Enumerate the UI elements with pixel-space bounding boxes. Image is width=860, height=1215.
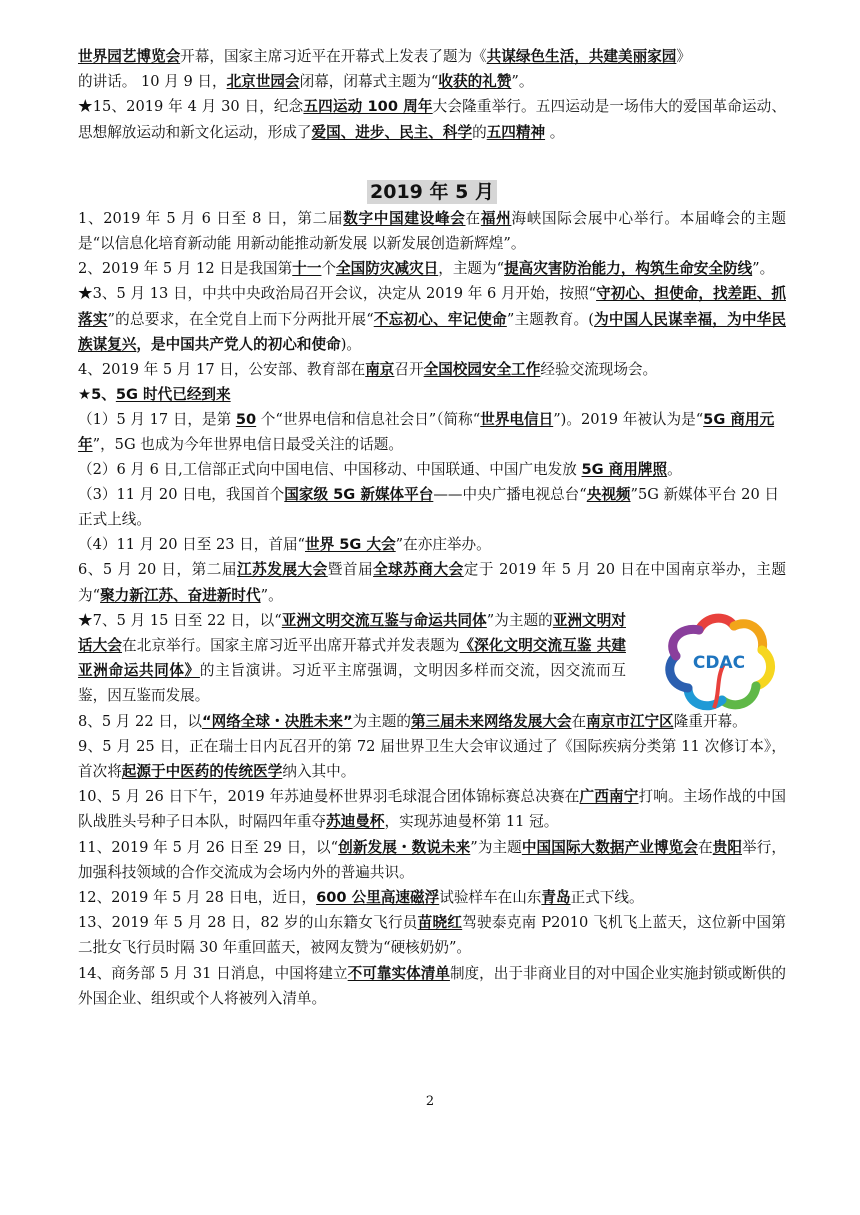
text: 的讲话。 10 月 9 日，: [78, 73, 227, 91]
text: ”。: [260, 586, 283, 604]
item-7-row: [78, 608, 786, 709]
text: 在: [465, 209, 481, 227]
text-underlined: 央视频: [586, 486, 631, 504]
text: ”5G 新媒体平台 20 日正式上线。: [78, 486, 779, 529]
paragraph-expo: [78, 44, 786, 94]
text-underlined: 5G 商用元年: [78, 411, 775, 454]
item-6: [78, 557, 786, 607]
text-underlined: 创新发展・数说未来: [338, 838, 471, 856]
text: 。: [667, 461, 682, 479]
item-5-1: [78, 407, 786, 457]
text-underlined: 爱国、进步、民主、科学: [311, 123, 473, 141]
text: 隆重开幕。: [673, 712, 747, 730]
item-14: [78, 961, 786, 1011]
text: ”主题教育。(: [506, 310, 594, 328]
text: 试验样车在山东: [439, 889, 542, 907]
text: 2、2019 年 5 月 12 日是我国第: [78, 260, 293, 278]
item-3: [78, 281, 786, 357]
text-underlined: 世界 5G 大会: [305, 536, 396, 554]
text-underlined: 南京市江宁区: [586, 712, 674, 730]
text: 9、5 月 25 日，正在瑞士日内瓦召开的第 72 届世界卫生大会审议通过了《国际疾病分类第 11 次修订本》，首次将: [78, 737, 786, 781]
text-underlined: 世界电信日: [480, 411, 554, 429]
item-9: [78, 734, 786, 784]
text-underlined: 不可靠实体清单: [347, 964, 450, 982]
document-page: [78, 44, 786, 1011]
text: 举行，加强科技领域的合作交流成为会场内外的普遍共识。: [78, 838, 786, 881]
section-heading: [78, 177, 786, 204]
text-underlined: 全国防灾减灾日: [336, 260, 439, 278]
text: 驾驶泰克南 P2010 飞机飞上蓝天，这位新中国第二批女飞行员时隔 30 年重回蓝天，被网友赞为“硬核奶奶”。: [78, 914, 786, 957]
text: ”在亦庄举办。: [395, 536, 491, 554]
item-5-3: [78, 482, 786, 532]
text: 在: [697, 838, 713, 856]
text-underlined: 600 公里高速磁浮: [316, 889, 440, 907]
text-underlined: 5G 商用牌照: [581, 461, 668, 479]
page-number: 2: [425, 1094, 435, 1109]
text: 个: [321, 260, 337, 278]
text: ，主题为“: [438, 260, 505, 278]
text: （1）5 月 17 日，是第: [78, 411, 236, 429]
text: 12、2019 年 5 月 28 日电，近日，: [78, 889, 317, 907]
text-underlined: 为中国人民谋幸福，为中华民族谋复兴: [78, 310, 786, 353]
text-underlined: 五四精神: [486, 123, 546, 141]
item-13: [78, 910, 786, 960]
text-underlined: 不忘初心、牢记使命: [373, 310, 507, 328]
text-underlined: “网络全球・决胜未来”: [202, 712, 353, 730]
item-11: [78, 835, 786, 885]
text: （3）11 月 20 日电，我国首个: [78, 486, 285, 504]
text: 大会隆重举行。五四运动是一场伟大的爱国革命运动、思想解放运动和新文化运动，形成了: [78, 98, 786, 141]
text: 8、5 月 22 日，以: [78, 712, 203, 730]
text: ”为主题: [470, 838, 522, 856]
text-underlined: 福州: [480, 209, 512, 227]
text: 闭幕，闭幕式主题为“: [299, 73, 439, 91]
item-5-4: [78, 532, 786, 557]
text: 的主旨演讲。习近平主席强调，文明因多样而交流，因交流而互鉴，因互鉴而发展。: [78, 662, 626, 705]
text-underlined: 南京: [365, 361, 395, 379]
text: )。: [340, 335, 362, 353]
text: 13、2019 年 5 月 28 日，82 岁的山东籍女飞行员: [78, 914, 418, 932]
text-underlined: 国家级 5G 新媒体平台: [284, 486, 434, 504]
text: 召开: [394, 361, 424, 379]
text: ★5、: [78, 386, 116, 404]
cdac-logo: [654, 608, 784, 718]
text-underlined: 中国国际大数据产业博览会: [521, 838, 698, 856]
text: 在: [571, 712, 587, 730]
text: 1、2019 年 5 月 6 日至 8 日，第二届: [78, 209, 344, 227]
text-underlined: 亚洲文明交流互鉴与命运共同体: [281, 611, 487, 629]
text: ”)。2019 年被认为是“: [553, 411, 704, 429]
text-underlined: 聚力新江苏、奋进新时代: [100, 586, 261, 604]
text: 4、2019 年 5 月 17 日，公安部、教育部在: [78, 361, 366, 379]
item-10: [78, 784, 786, 834]
text: （2）6 月 6 日,工信部正式向中国电信、中国移动、中国联通、中国广电发放: [78, 461, 582, 479]
logo-text: CDAC: [692, 652, 746, 673]
text: ，是中国共产党人的初心和使命: [136, 335, 341, 353]
text: 的: [472, 123, 487, 141]
text: ★15、2019 年 4 月 30 日，纪念: [78, 98, 304, 116]
text-underlined: 共谋绿色生活，共建美丽家园: [486, 48, 677, 65]
text-underlined: 贵阳: [712, 838, 743, 856]
text: ”的总要求，在全党自上而下分两批开展“: [107, 310, 374, 328]
text-underlined: 全球苏商大会: [373, 561, 464, 579]
text-underlined: 广西南宁: [579, 788, 639, 806]
text: ——中央广播电视总台“: [433, 486, 587, 504]
text: 6、5 月 20 日，第二届: [78, 561, 237, 579]
text: 正式下线。: [570, 889, 644, 907]
text-underlined: 收获的礼赞: [438, 73, 512, 91]
text: 暨首届: [327, 561, 374, 579]
item-5-2: [78, 457, 786, 482]
text-underlined: 江苏发展大会: [236, 561, 328, 579]
text: ★3、5 月 13 日，中共中央政治局召开会议，决定从 2019 年 6 月开始，按照“: [78, 285, 597, 303]
text-underlined: 数字中国建设峰会: [343, 209, 466, 227]
text: 为主题的: [352, 712, 411, 730]
text-underlined: 《深化文明交流互鉴 共建亚洲命运共同体》: [78, 637, 626, 680]
text: ”，5G 也成为今年世界电信日最受关注的话题。: [92, 436, 403, 454]
text: 11、2019 年 5 月 26 日至 29 日，以“: [78, 838, 339, 856]
text-underlined: 提高灾害防治能力，构筑生命安全防线: [504, 260, 753, 278]
text-underlined: 守初心、担使命，找差距、抓落实: [78, 285, 786, 328]
text-underlined: 亚洲文明对话大会: [78, 611, 626, 655]
item-5-title: [78, 382, 786, 407]
text: 》: [676, 48, 691, 65]
text-underlined: 十一: [292, 260, 322, 278]
text-underlined: 全国校园安全工作: [423, 361, 541, 379]
section-heading-text: 2019 年 5 月: [367, 180, 497, 204]
text: 打响。主场作战的中国队战胜头号种子日本队，时隔四年重夺: [78, 788, 786, 831]
text: ”为主题的: [486, 611, 553, 629]
item-12: [78, 885, 786, 910]
text: ★7、5 月 15 日至 22 日，以“: [78, 611, 282, 629]
text-underlined: 五四运动 100 周年: [303, 98, 433, 116]
text: （4）11 月 20 日至 23 日，首届“: [78, 536, 305, 554]
item-1: [78, 206, 786, 256]
text: 14、商务部 5 月 31 日消息，中国将建立: [78, 964, 348, 982]
text-underlined: 青岛: [541, 889, 571, 907]
text: 经验交流现场会。: [540, 361, 658, 379]
item-2: [78, 256, 786, 281]
text: 开幕，国家主席习近平在开幕式上发表了题为《: [180, 48, 487, 65]
text-underlined: 北京世园会: [226, 73, 300, 91]
text-underlined: 5G 时代已经到来: [115, 386, 231, 404]
text-underlined: 世界园艺博览会: [78, 48, 181, 65]
text: 个“世界电信和信息社会日”（简称“: [256, 411, 481, 429]
text: 制度，出于非商业目的对中国企业实施封锁或断供的外国企业、组织或个人将被列入清单。: [78, 964, 786, 1007]
text-underlined: 苗晓红: [417, 914, 463, 932]
text: 纳入其中。: [282, 763, 356, 781]
text-underlined: 第三届未来网络发展大会: [410, 712, 572, 730]
text: 海峡国际会展中心举行。本届峰会的主题是“以信息化培育新动能 用新动能推动新发展 以新发展创造新辉煌”。: [78, 209, 786, 253]
text-underlined: 50: [235, 411, 257, 429]
text: 。: [545, 123, 565, 141]
text: ”。: [752, 260, 775, 278]
text-underlined: 起源于中医药的传统医学: [121, 763, 283, 781]
text-underlined: 苏迪曼杯: [326, 813, 385, 831]
item-7: [78, 608, 626, 709]
text: ，实现苏迪曼杯第 11 冠。: [384, 813, 559, 831]
text: 在北京举行。国家主席习近平出席开幕式并发表题为: [122, 637, 460, 655]
text: 10、5 月 26 日下午，2019 年苏迪曼杯世界羽毛球混合团体锦标赛总决赛在: [78, 788, 580, 806]
item-15: [78, 94, 786, 144]
text: ”。: [511, 73, 534, 91]
item-4: [78, 357, 786, 382]
text: 定于 2019 年 5 月 20 日在中国南京举办，主题为“: [78, 561, 786, 604]
